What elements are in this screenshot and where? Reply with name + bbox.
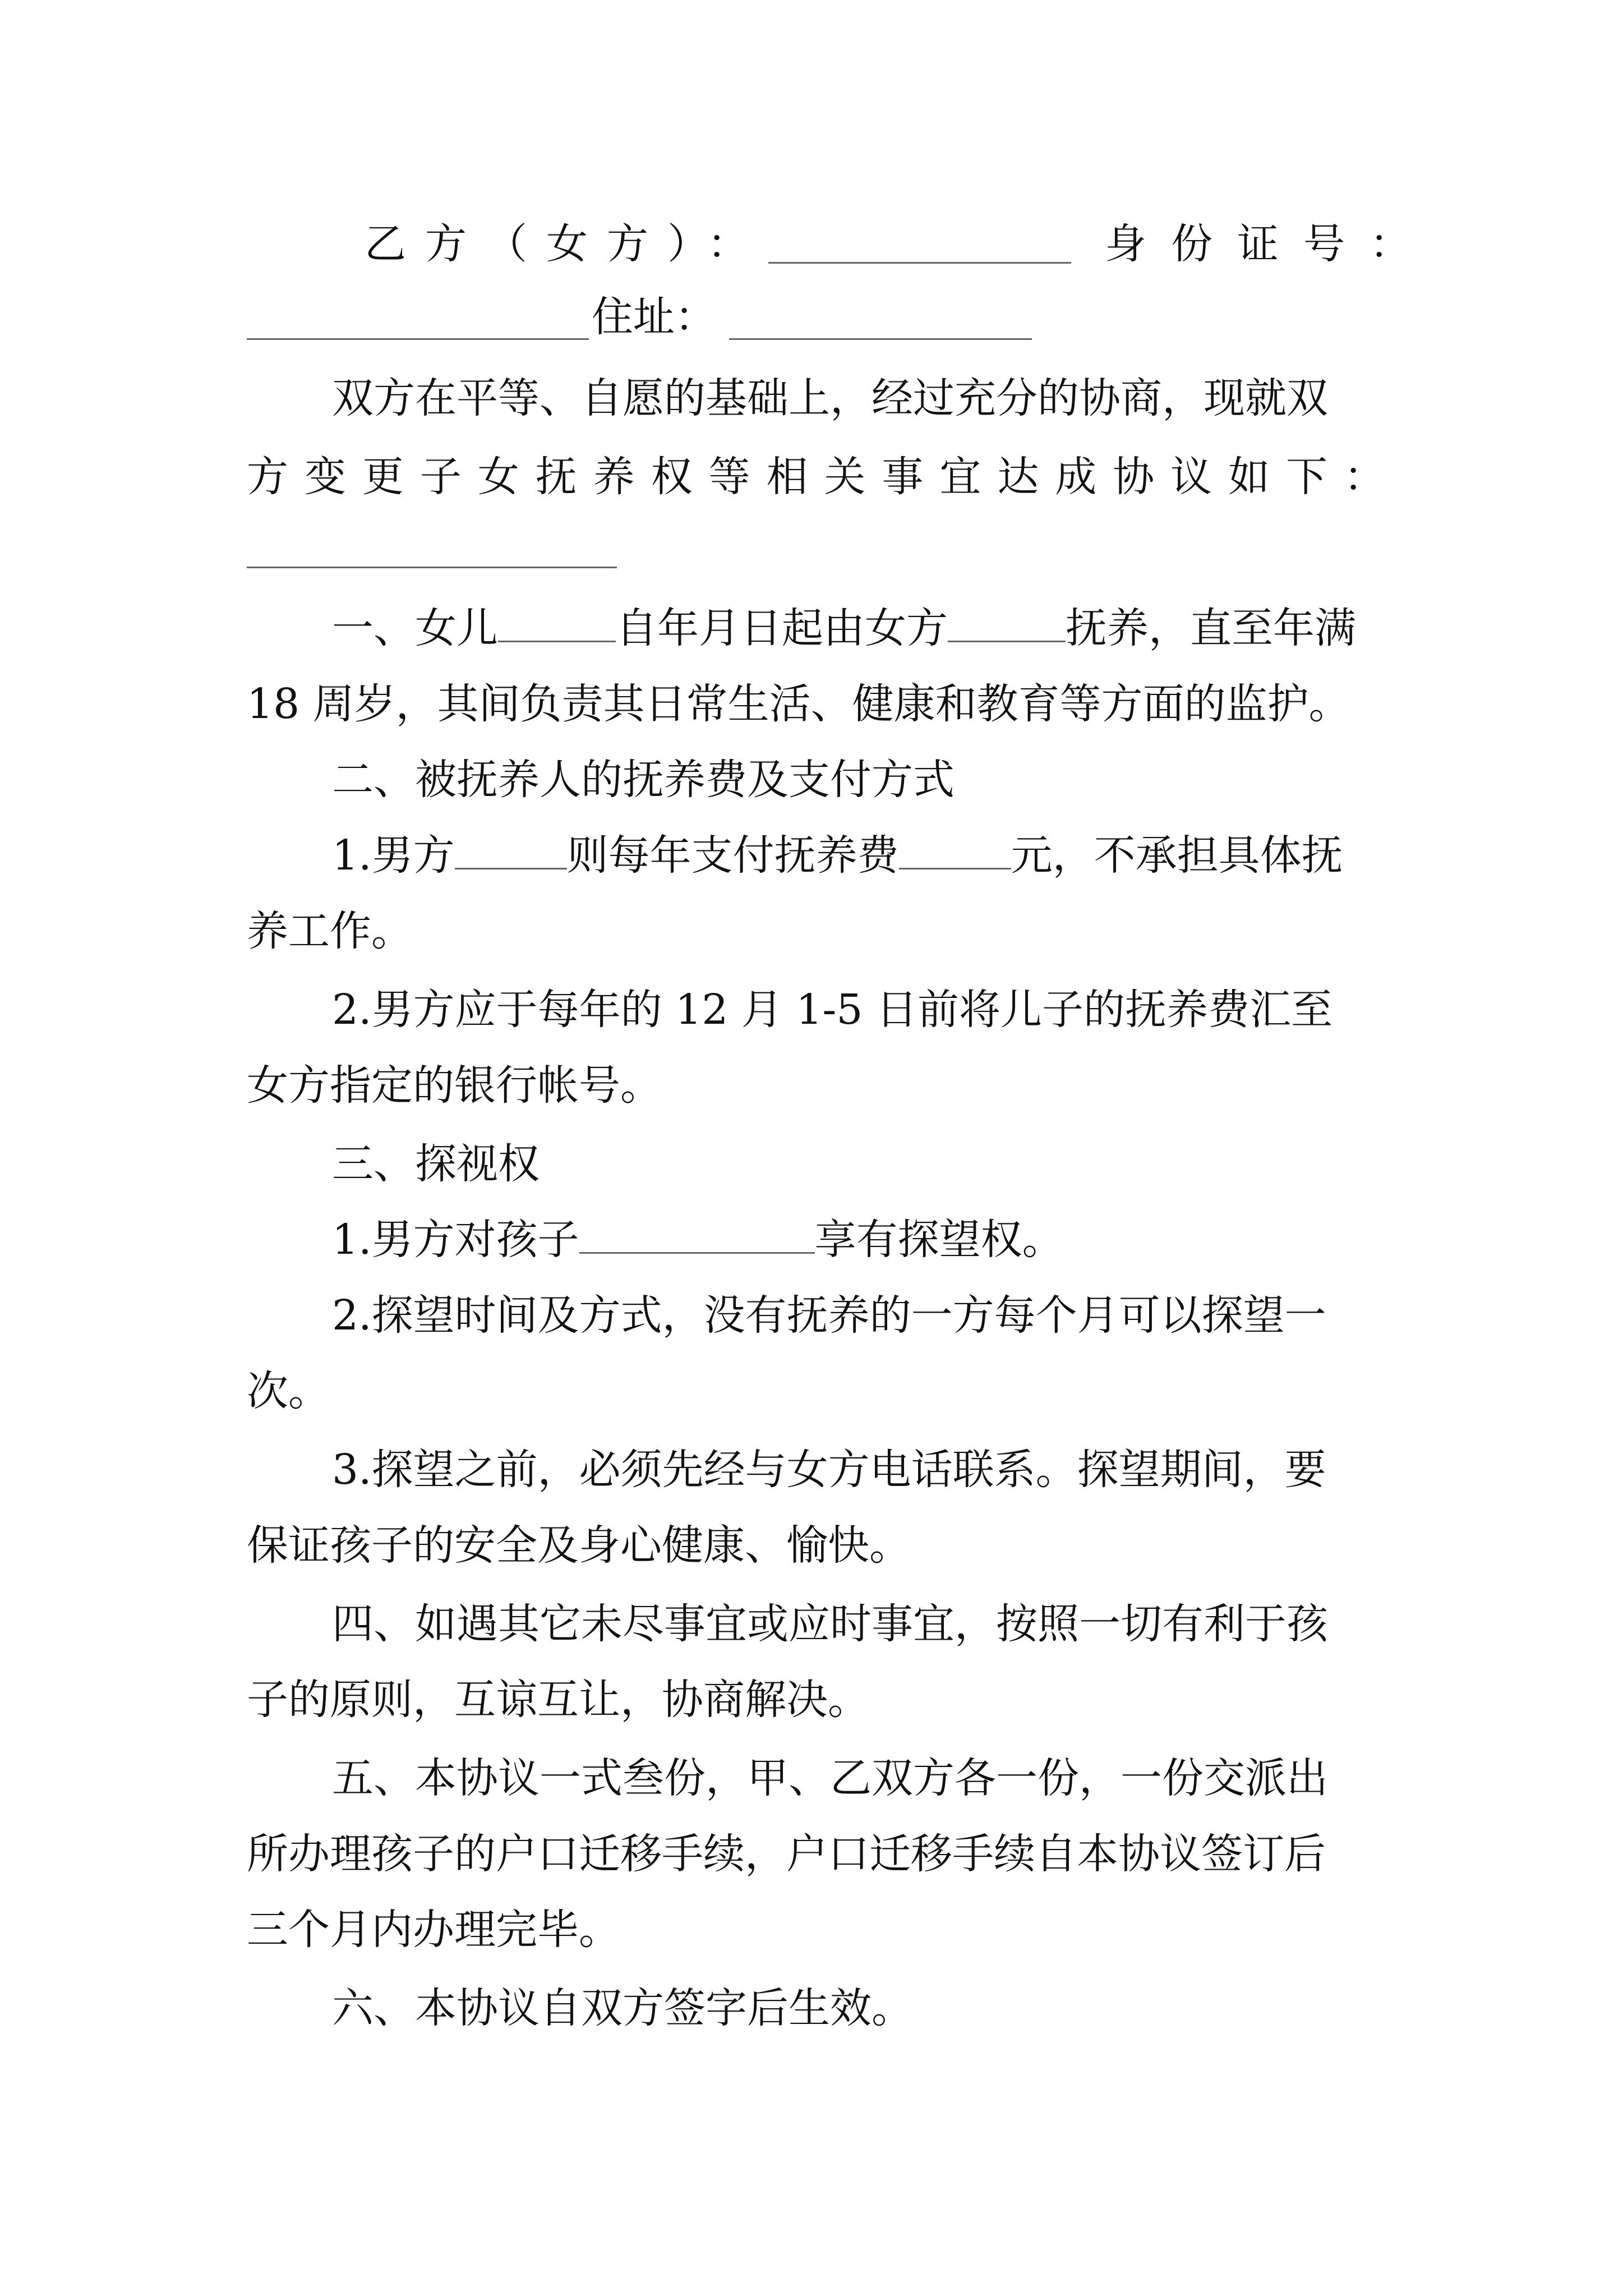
clause2-1-line-1 <box>247 827 1385 884</box>
intro-line-1: 双方在平等、自愿的基础上，经过充分的协商，现就双 <box>332 374 1328 422</box>
intro-blank <box>247 567 617 568</box>
clause3-title: 三、探视权 <box>332 1140 540 1188</box>
clause3-1-part2: 享有探望权。 <box>814 1216 1064 1264</box>
clause1-part2: 自年月日起由女方 <box>616 604 948 652</box>
clause3-1-part1: 1.男方对孩子 <box>332 1216 579 1264</box>
clause2-2-line-1: 2.男方应于每年的 12 月 1-5 日前将儿子的抚养费汇至 <box>332 986 1333 1034</box>
id-label: 身份证号： <box>1105 220 1436 268</box>
clause5-line-1: 五、本协议一式叁份，甲、乙双方各一份，一份交派出 <box>332 1754 1328 1802</box>
clause6-line: 六、本协议自双方签字后生效。 <box>332 1984 913 2032</box>
support-amount-blank <box>899 831 1011 869</box>
clause2-1-line-2: 养工作。 <box>247 907 413 955</box>
address-line <box>247 289 1385 345</box>
child-name-blank <box>579 1215 815 1254</box>
clause1-line-2: 18 周岁，其间负责其日常生活、健康和教育等方面的监护。 <box>247 680 1350 728</box>
clause1-part1: 一、女儿 <box>332 604 498 652</box>
clause4-line-2: 子的原则，互谅互让，协商解决。 <box>247 1676 869 1724</box>
clause3-2-line-1: 2.探望时间及方式，没有抚养的一方每个月可以探望一 <box>332 1291 1326 1340</box>
clause1-line-1 <box>247 600 1385 656</box>
clause2-1-part1: 1.男方 <box>332 831 455 880</box>
clause4-line-1: 四、如遇其它未尽事宜或应时事宜，按照一切有利于孩 <box>332 1600 1328 1648</box>
address-label: 住址： <box>592 293 716 341</box>
intro-line-2: 方变更子女抚养权等相关事宜达成协议如下： <box>247 453 1385 501</box>
clause2-1-part3: 元，不承担具体抚 <box>1011 831 1343 880</box>
clause5-line-2: 所办理孩子的户口迁移手续，户口迁移手续自本协议签订后 <box>247 1830 1326 1878</box>
clause3-3-line-1: 3.探望之前，必须先经与女方电话联系。探望期间，要 <box>332 1446 1326 1494</box>
clause3-3-line-2: 保证孩子的安全及身心健康、愉快。 <box>247 1521 911 1570</box>
clause3-1-line <box>247 1212 1385 1268</box>
party-b-name-blank <box>768 262 1071 264</box>
clause2-2-line-2: 女方指定的银行帐号。 <box>247 1061 662 1110</box>
party-b-line <box>247 216 1436 272</box>
clause1-part3: 抚养，直至年满 <box>1066 604 1356 652</box>
address-blank <box>729 338 1032 340</box>
party-b-label: 乙方（女方）： <box>365 220 768 268</box>
clause2-1-part2: 则每年支付抚养费 <box>566 831 899 880</box>
mother-name-blank <box>948 604 1066 642</box>
clause3-2-line-2: 次。 <box>247 1367 330 1415</box>
father-name-blank <box>455 831 567 869</box>
daughter-name-blank <box>498 604 616 642</box>
clause2-title: 二、被抚养人的抚养费及支付方式 <box>332 756 955 804</box>
id-number-blank <box>247 338 589 340</box>
document-page <box>247 0 1436 2296</box>
clause5-line-3: 三个月内办理完毕。 <box>247 1906 620 1954</box>
